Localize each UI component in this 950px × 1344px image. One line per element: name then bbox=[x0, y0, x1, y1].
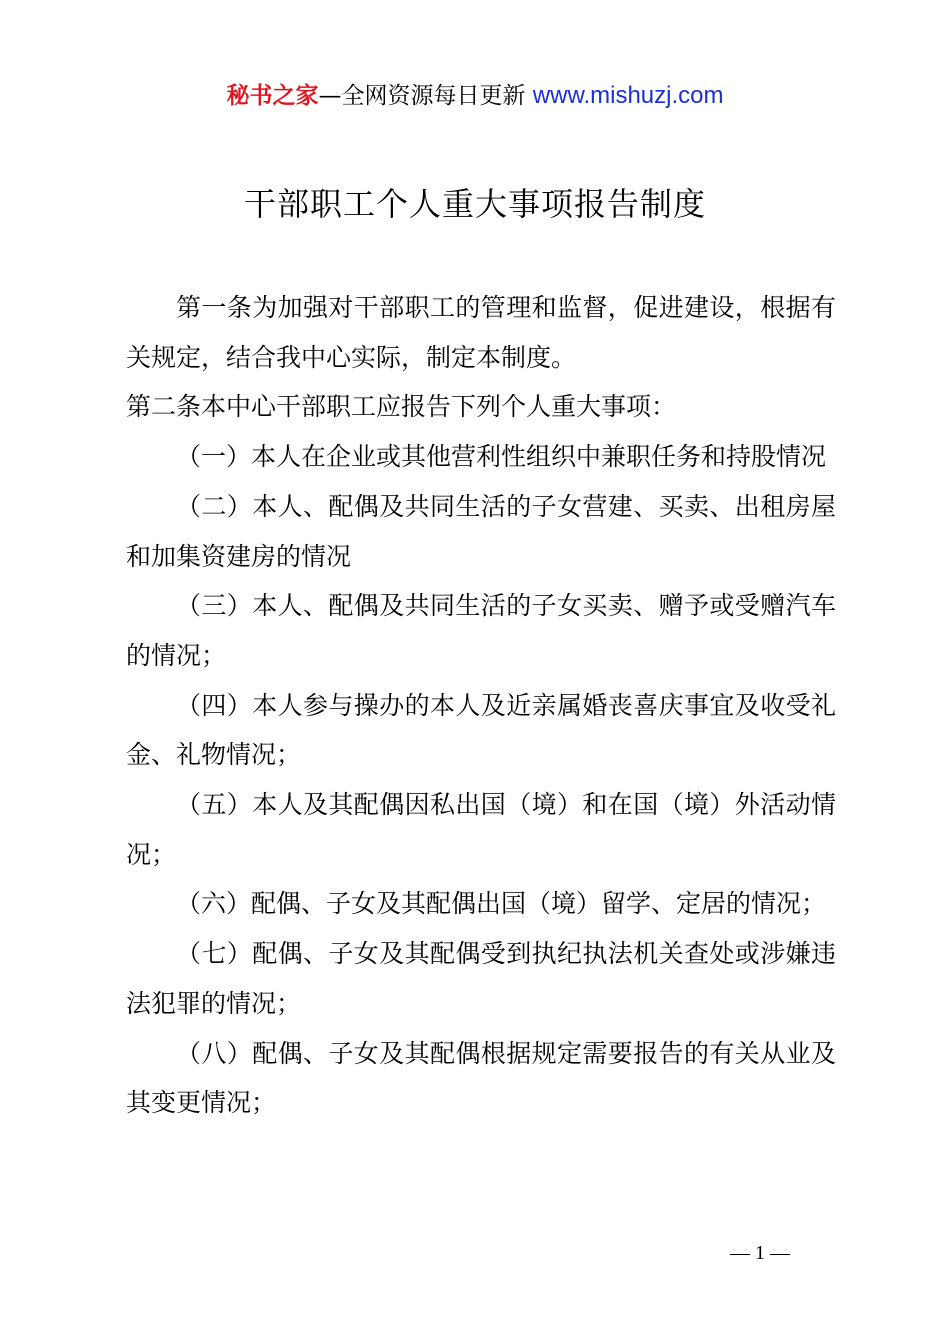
item-6-paragraph: （六）配偶、子女及其配偶出国（境）留学、定居的情况； bbox=[176, 889, 827, 919]
page-number: — 1 — bbox=[730, 1242, 790, 1264]
item-5-paragraph: （五）本人及其配偶因私出国（境）和在国（境）外活动情况； bbox=[126, 790, 836, 869]
item-3-paragraph: （三）本人、配偶及共同生活的子女买卖、赠予或受赠汽车的情况； bbox=[126, 591, 836, 670]
site-url-link[interactable]: www.mishuzj.com bbox=[532, 82, 724, 109]
site-brand: 秘书之家 bbox=[226, 83, 319, 109]
site-tagline: —全网资源每日更新 bbox=[318, 83, 533, 109]
document-title: 干部职工个人重大事项报告制度 bbox=[243, 185, 706, 223]
item-1-paragraph: （一）本人在企业或其他营利性组织中兼职任务和持股情况 bbox=[176, 442, 827, 472]
item-7-paragraph: （七）配偶、子女及其配偶受到执纪执法机关查处或涉嫌违法犯罪的情况； bbox=[126, 939, 836, 1018]
item-8-paragraph: （八）配偶、子女及其配偶根据规定需要报告的有关从业及其变更情况； bbox=[126, 1038, 836, 1118]
item-4-paragraph: （四）本人参与操办的本人及近亲属婚丧喜庆事宜及收受礼金、礼物情况； bbox=[126, 690, 836, 770]
item-2-paragraph: （二）本人、配偶及共同生活的子女营建、买卖、出租房屋和加集资建房的情况 bbox=[126, 491, 836, 571]
site-header bbox=[0, 80, 950, 112]
article-1-paragraph: 第一条为加强对干部职工的管理和监督，促进建设，根据有关规定，结合我中心实际，制定本制度。 bbox=[126, 293, 836, 372]
article-2-paragraph: 第二条本中心干部职工应报告下列个人重大事项： bbox=[126, 392, 677, 422]
document-body bbox=[126, 283, 836, 1128]
